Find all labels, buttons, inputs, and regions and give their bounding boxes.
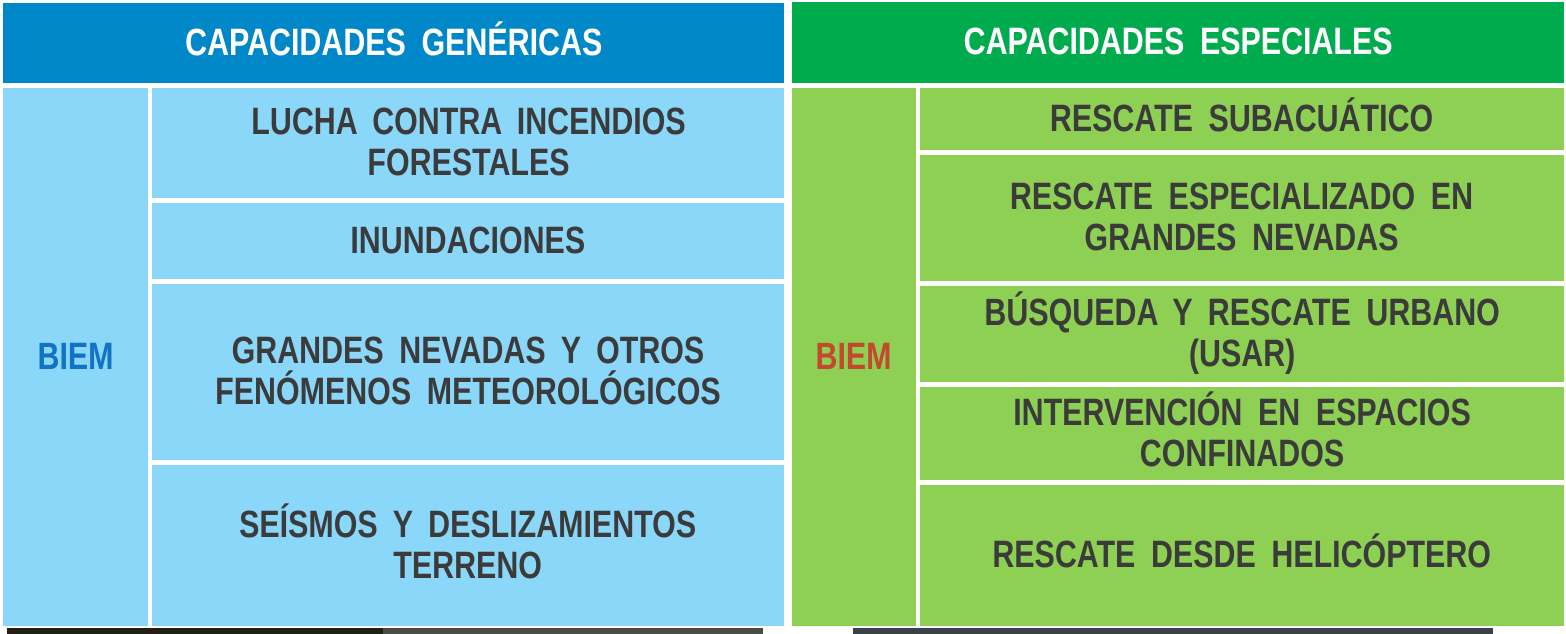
row-text-line: GRANDES NEVADAS bbox=[1084, 217, 1399, 259]
special-biem-cell bbox=[792, 88, 916, 626]
cropped-photo-edge-right bbox=[853, 628, 1493, 634]
special-biem-label: BIEM bbox=[815, 335, 892, 378]
row-text-line: RESCATE ESPECIALIZADO EN bbox=[1010, 176, 1474, 219]
row-text-line: RESCATE SUBACUÁTICO bbox=[1050, 97, 1434, 140]
cropped-photo-edge-middle bbox=[383, 628, 763, 634]
generic-capabilities-section bbox=[3, 0, 784, 626]
special-row-urban-search-rescue bbox=[920, 286, 1564, 382]
generic-capability-rows bbox=[152, 88, 784, 626]
generic-biem-cell bbox=[3, 88, 148, 626]
special-header-label: CAPACIDADES ESPECIALES bbox=[963, 21, 1393, 64]
row-text-line: GRANDES NEVADAS Y OTROS bbox=[231, 330, 705, 373]
row-text-line: INUNDACIONES bbox=[350, 219, 586, 262]
generic-row-forest-fires bbox=[152, 88, 784, 198]
generic-row-snowstorms bbox=[152, 284, 784, 460]
special-row-helicopter-rescue bbox=[920, 485, 1564, 626]
row-text-line: FENÓMENOS METEOROLÓGICOS bbox=[215, 371, 721, 413]
row-text-line: SEÍSMOS Y DESLIZAMIENTOS bbox=[239, 503, 697, 546]
generic-row-floods bbox=[152, 203, 784, 279]
generic-header-label: CAPACIDADES GENÉRICAS bbox=[184, 21, 603, 64]
special-capabilities-header bbox=[792, 2, 1564, 83]
generic-biem-label: BIEM bbox=[37, 335, 114, 378]
special-row-underwater-rescue bbox=[920, 88, 1564, 150]
special-row-snow-rescue bbox=[920, 155, 1564, 281]
row-text-line: LUCHA CONTRA INCENDIOS bbox=[250, 101, 686, 144]
row-text-line: (USAR) bbox=[1188, 333, 1296, 375]
special-capabilities-section bbox=[792, 0, 1564, 626]
generic-capabilities-body bbox=[3, 88, 784, 626]
generic-row-earthquakes bbox=[152, 465, 784, 626]
row-text-line: BÚSQUEDA Y RESCATE URBANO bbox=[984, 292, 1500, 335]
special-row-confined-spaces bbox=[920, 387, 1564, 480]
cropped-photo-edge-left bbox=[7, 628, 383, 634]
row-text-line: FORESTALES bbox=[367, 142, 570, 184]
row-text-line: CONFINADOS bbox=[1139, 432, 1345, 475]
row-text-line: INTERVENCIÓN EN ESPACIOS bbox=[1013, 391, 1471, 434]
special-capability-rows bbox=[920, 88, 1564, 626]
row-text-line: TERRENO bbox=[393, 544, 543, 587]
row-text-line: RESCATE DESDE HELICÓPTERO bbox=[992, 534, 1492, 577]
generic-capabilities-header bbox=[3, 3, 784, 83]
special-capabilities-body bbox=[792, 88, 1564, 626]
